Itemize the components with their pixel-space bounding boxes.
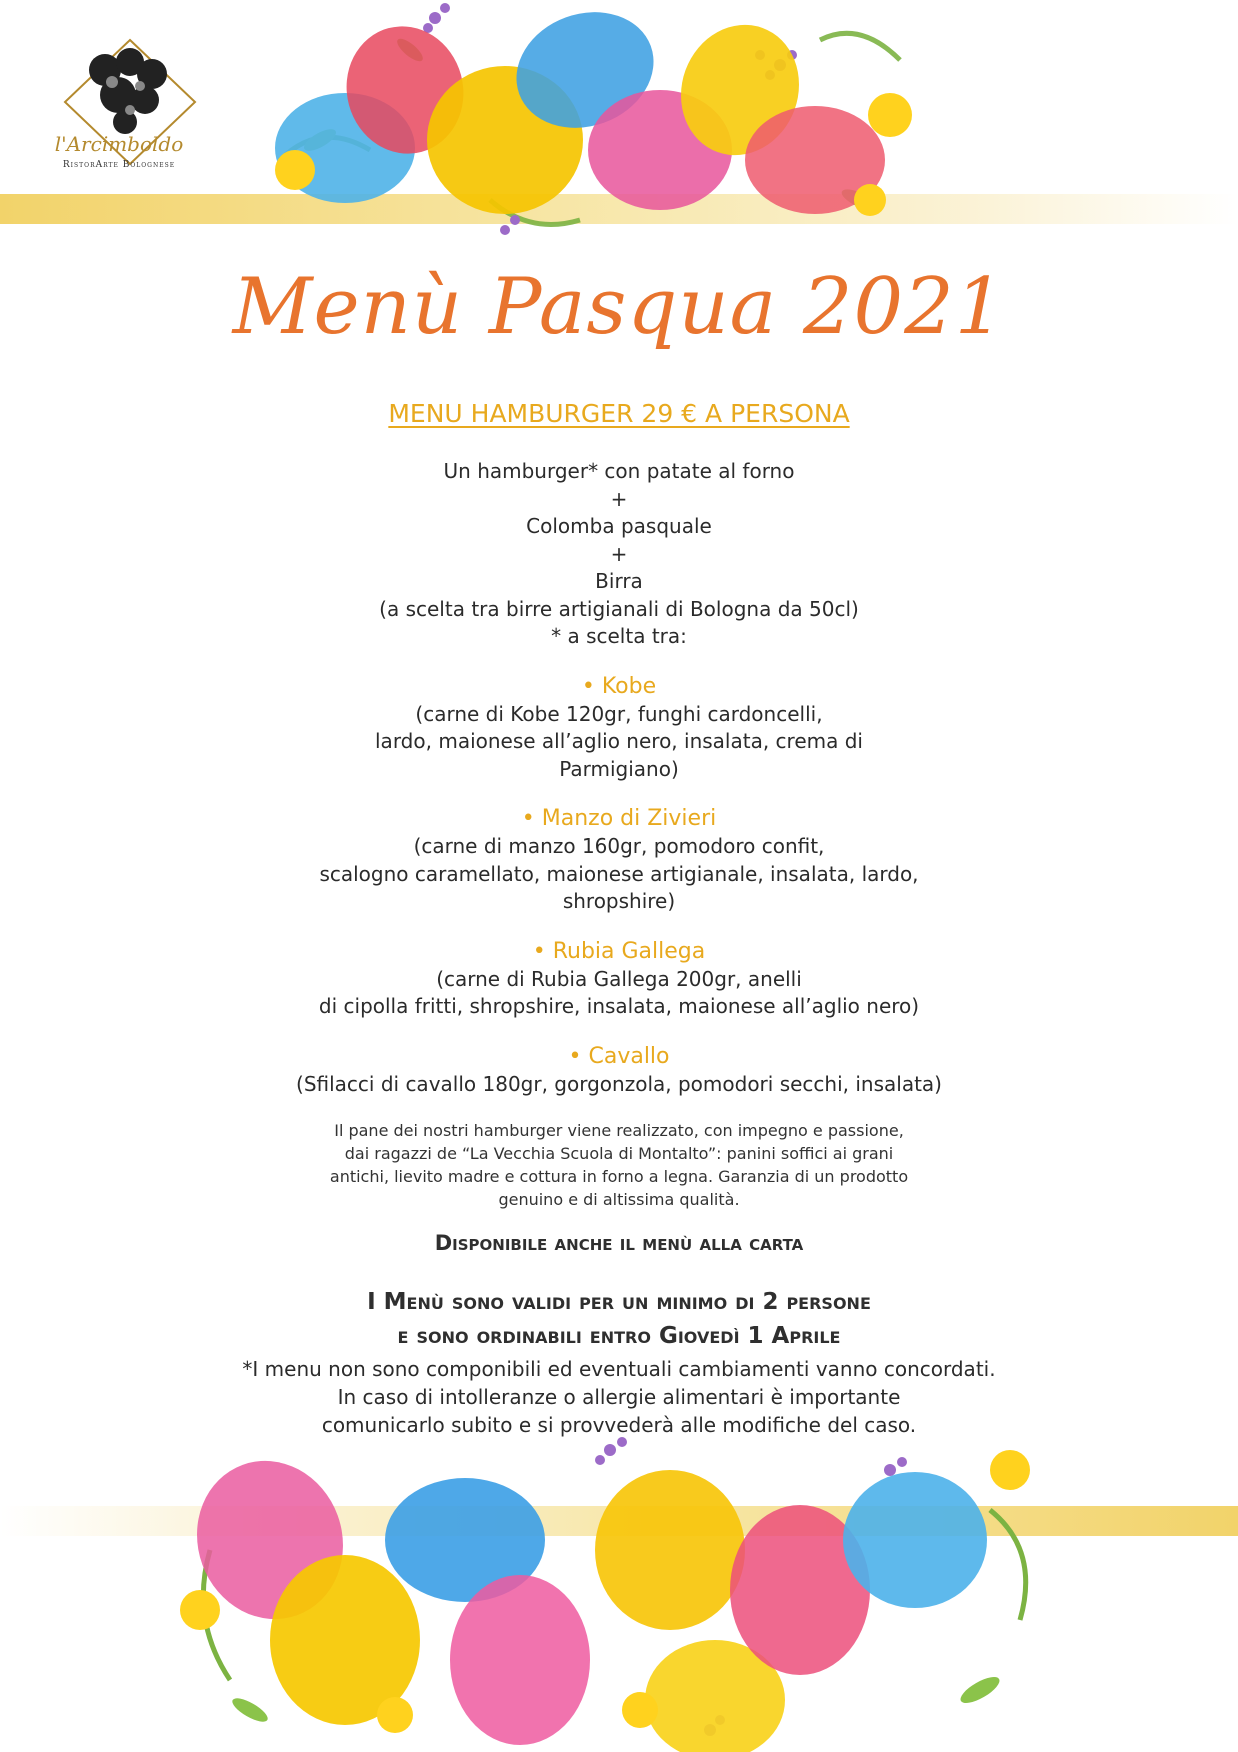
menu-title: Menù Pasqua 2021: [232, 262, 1006, 352]
menu-line: (a scelta tra birre artigianali di Bologna da 50cl): [379, 596, 859, 621]
menu-line: Birra: [595, 569, 643, 593]
menu-price-subtitle: MENU HAMBURGER 29 € A PERSONA: [388, 399, 850, 428]
burger-rubia-gallega: [0, 938, 1238, 1021]
burger-desc: lardo, maionese all’aglio nero, insalata, crema di: [375, 729, 863, 753]
menu-content: [0, 458, 1238, 1098]
burger-desc: (carne di manzo 160gr, pomodoro confit,: [413, 834, 825, 858]
burger-manzo-di-zivieri: [0, 805, 1238, 916]
menu-line: Un hamburger* con patate al forno: [443, 459, 795, 483]
footer-line: In caso di intolleranze o allergie alimentari è importante: [337, 1385, 901, 1409]
burger-kobe: [0, 673, 1238, 784]
bread-note-line: Il pane dei nostri hamburger viene realizzato, con impegno e passione,: [334, 1121, 904, 1140]
burger-name: • Manzo di Zivieri: [521, 806, 717, 831]
menu-line: Colomba pasquale: [526, 514, 712, 538]
burger-desc: di cipolla fritti, shropshire, insalata, maionese all’aglio nero): [318, 994, 920, 1018]
bread-note-line: antichi, lievito madre e cottura in forno a legna. Garanzia di un prodotto: [329, 1167, 909, 1186]
blue-egg-bottom-2: [843, 1472, 987, 1608]
burger-cavallo: [0, 1043, 1238, 1099]
burger-desc: (Sfilacci di cavallo 180gr, gorgonzola, pomodori secchi, insalata): [296, 1071, 942, 1096]
validity-line: I Menù sono validi per un minimo di 2 persone: [367, 1289, 871, 1315]
logo-subtitle: RistorArte Bolognese: [62, 160, 176, 170]
validity-note: [0, 1285, 1238, 1353]
burger-desc: Parmigiano): [559, 756, 679, 781]
burger-desc: (carne di Kobe 120gr, funghi cardoncelli,: [415, 701, 823, 726]
validity-line: e sono ordinabili entro Giovedì 1 Aprile: [397, 1323, 841, 1349]
burger-desc: (carne di Rubia Gallega 200gr, anelli: [436, 966, 802, 991]
burger-desc: shropshire): [562, 889, 676, 913]
bread-note-line: dai ragazzi de “La Vecchia Scuola di Montalto”: panini soffici ai grani: [344, 1144, 894, 1163]
burger-name: • Cavallo: [568, 1043, 670, 1069]
pink-egg-bottom-2: [450, 1575, 590, 1745]
footer-line: comunicarlo subito e si provvederà alle modifiche del caso.: [321, 1413, 917, 1437]
menu-line: +: [610, 486, 628, 511]
menu-line: * a scelta tra:: [551, 624, 687, 648]
bread-note: [0, 1119, 1238, 1211]
restaurant-logo: [30, 30, 230, 180]
logo-name: l'Arcimboldo: [54, 132, 184, 156]
top-easter-eggs-illustration: [260, 0, 960, 245]
bottom-easter-eggs-illustration: [170, 1430, 1070, 1752]
burger-desc: scalogno caramellato, maionese artigianale, insalata, lardo,: [319, 861, 919, 886]
menu-line: +: [610, 541, 628, 566]
bread-note-line: genuino e di altissima qualità.: [498, 1190, 740, 1209]
footer-disclaimer: [0, 1355, 1238, 1439]
burger-name: • Kobe: [581, 673, 657, 699]
burger-name: • Rubia Gallega: [532, 938, 706, 964]
yellow-egg-bottom-2: [595, 1470, 745, 1630]
footer-line: *I menu non sono componibili ed eventuali cambiamenti vanno concordati.: [242, 1357, 996, 1381]
availability-note: Disponibile anche il menù alla carta: [434, 1231, 804, 1255]
